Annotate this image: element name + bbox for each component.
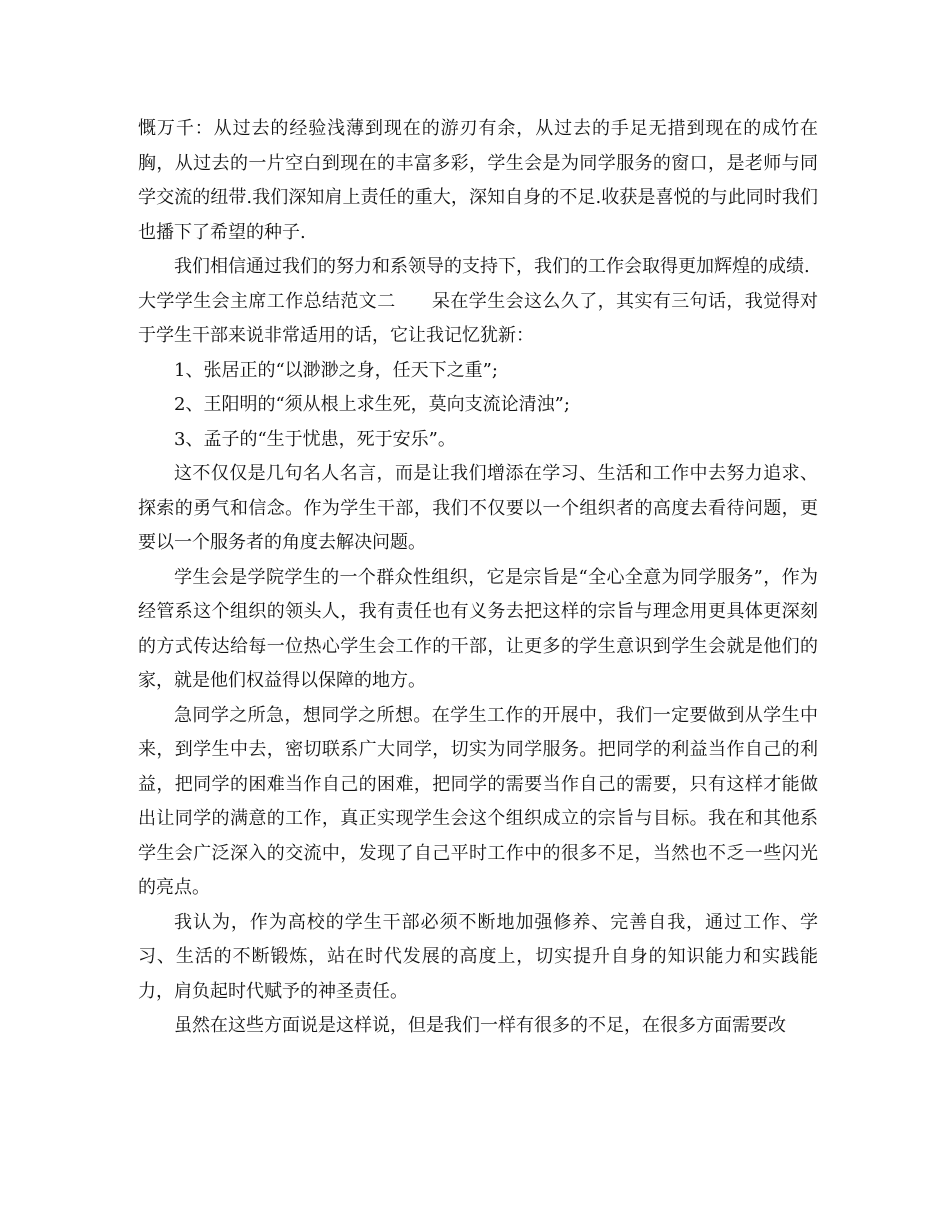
quote-item-1: 1、张居正的“以渺渺之身，任天下之重”; xyxy=(174,359,498,381)
document-page xyxy=(138,112,818,1044)
quote-item-2: 2、王阳明的“须从根上求生死，莫向支流论清浊”; xyxy=(174,394,570,415)
paragraph-11: 虽然在这些方面说是这样说，但是我们一样有很多的不足，在很多方面需要改 xyxy=(174,1015,786,1036)
paragraph-7: 这不仅仅是几句名人名言，而是让我们增添在学习、生活和工作中去努力追求、探索的勇气和信念。作为学生干部，我们不仅要以一个组织者的高度去看待问题，更要以一个服务者的角度去解决问题。 xyxy=(138,463,818,553)
paragraph-8: 学生会是学院学生的一个群众性组织，它是宗旨是“全心全意为同学服务”，作为经管系这个组织的领头人，我有责任也有义务去把这样的宗旨与理念用更具体更深刻的方式传达给每一位热心学生会工作的干部，让更多的学生意识到学生会就是他们的家，就是他们权益得以保障的地方。 xyxy=(138,566,818,691)
paragraph-9: 急同学之所急，想同学之所想。在学生工作的开展中，我们一定要做到从学生中来，到学生中去，密切联系广大同学，切实为同学服务。把同学的利益当作自己的利益，把同学的困难当作自己的困难，把同学的需要当作自己的需要，只有这样才能做出让同学的满意的工作，真正实现学生会这个组织成立的宗旨与目标。我在和其他系学生会广泛深入的交流中，发现了自己平时工作中的很多不足，当然也不乏一些闪光的亮点。 xyxy=(138,704,818,898)
quote-item-3: 3、孟子的“生于忧患，死于安乐”。 xyxy=(174,428,456,450)
section-heading: 大学学生会主席工作总结范文二 xyxy=(138,290,396,312)
paragraph-10: 我认为，作为高校的学生干部必须不断地加强修养、完善自我，通过工作、学习、生活的不断锻炼，站在时代发展的高度上，切实提升自身的知识能力和实践能力，肩负起时代赋予的神圣责任。 xyxy=(138,911,818,1002)
paragraph-3 xyxy=(138,285,818,354)
paragraph-1: 慨万千：从过去的经验浅薄到现在的游刃有余，从过去的手足无措到现在的成竹在胸，从过去的一片空白到现在的丰富多彩，学生会是为同学服务的窗口，是老师与同学交流的纽带.我们深知肩上责任的重大，深知自身的不足.收获是喜悦的与此同时我们也播下了希望的种子. xyxy=(138,118,818,243)
paragraph-2: 我们相信通过我们的努力和系领导的支持下，我们的工作会取得更加辉煌的成绩. xyxy=(174,256,810,277)
paragraph-3-text: 呆在学生会这么久了，其实有三句话，我觉得对于学生干部来说非常适用的话，它让我记忆犹新： xyxy=(138,290,819,346)
